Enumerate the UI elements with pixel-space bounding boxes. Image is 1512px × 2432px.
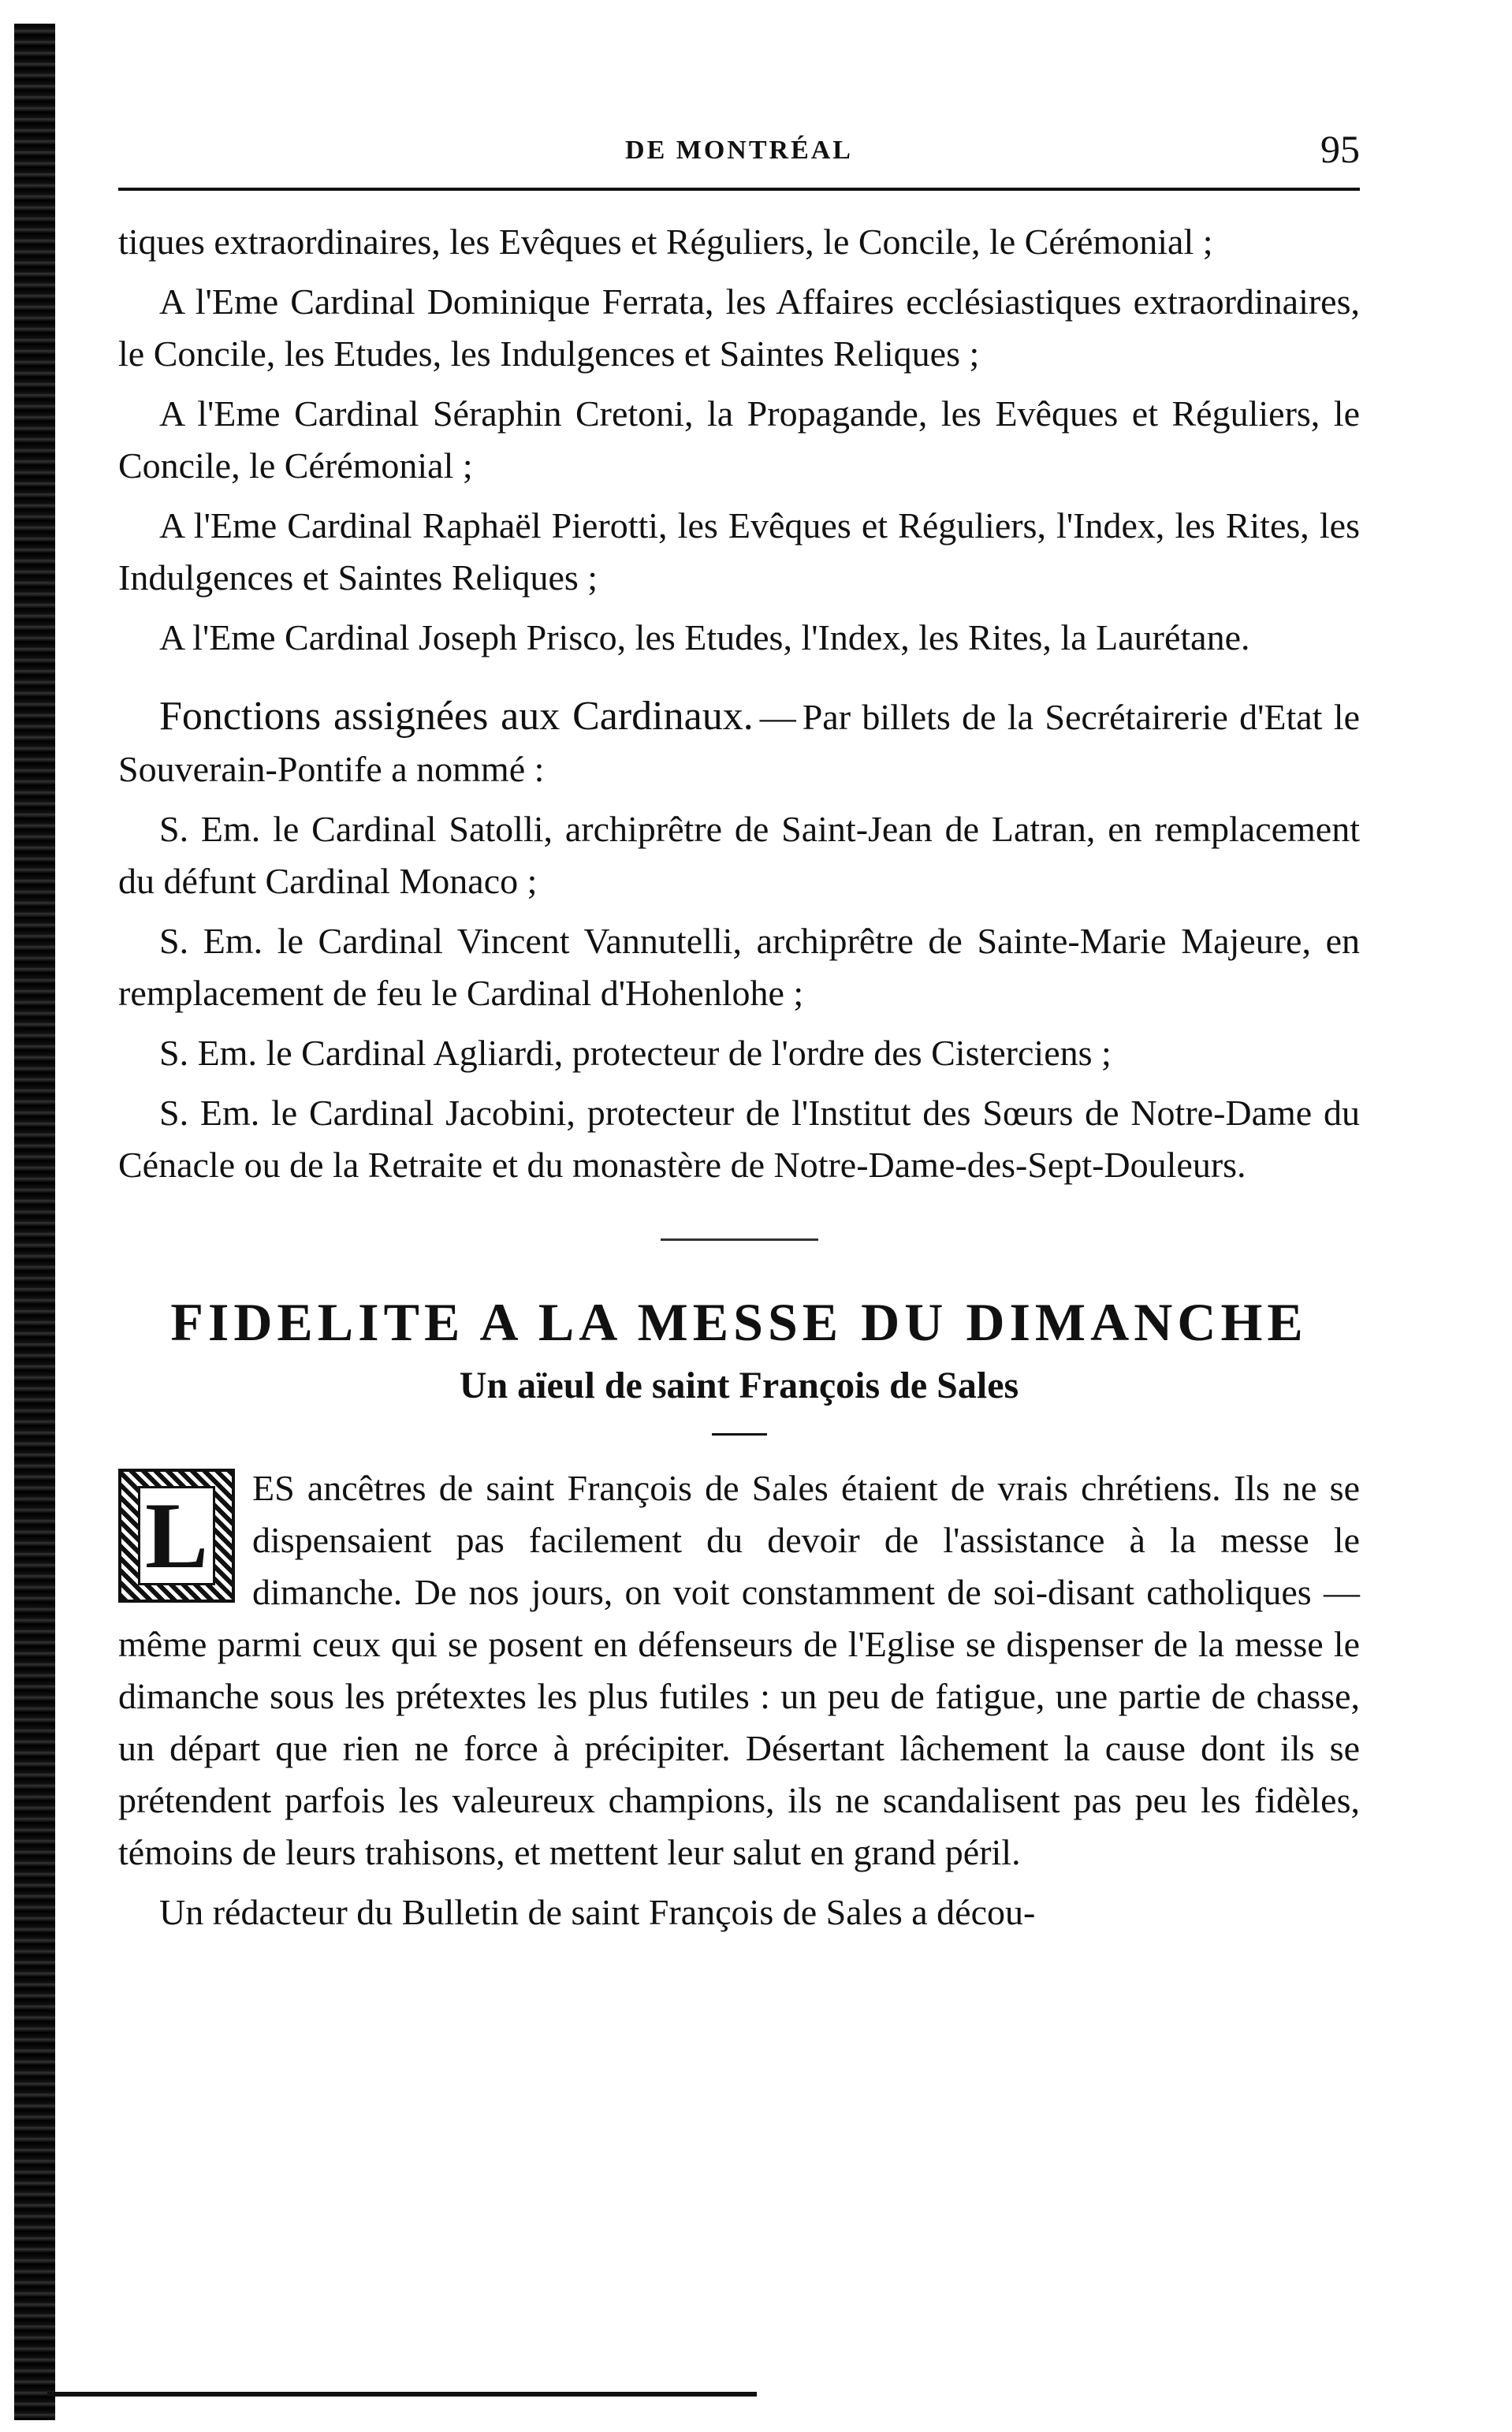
header-rule — [118, 188, 1360, 191]
page-number: 95 — [1320, 127, 1360, 171]
section-separator — [661, 1238, 818, 1241]
paragraph-cretoni: A l'Eme Cardinal Séraphin Cretoni, la Propagande, les Evêques et Réguliers, le Concile, le Cérémonial ; — [118, 393, 1360, 486]
page-bottom-edge — [47, 2392, 757, 2397]
page-header — [118, 126, 1360, 173]
page-content — [118, 126, 1360, 1946]
paragraph-jacobini: S. Em. le Cardinal Jacobini, protecteur de l'Institut des Sœurs de Notre-Dame du Cénacle ou de la Retraite et du monastère de Notre-Dame-des-Sept-Douleurs. — [118, 1093, 1360, 1185]
dropcap-ornament — [118, 1469, 235, 1603]
article-subtitle: Un aïeul de saint François de Sales — [459, 1365, 1019, 1406]
section-heading: Fonctions assignées aux Cardinaux. — [159, 694, 754, 739]
paragraph-continuation: tiques extraordinaires, les Evêques et Réguliers, le Concile, le Cérémonial ; — [118, 222, 1213, 262]
paragraph-pierotti: A l'Eme Cardinal Raphaël Pierotti, les Evêques et Réguliers, l'Index, les Rites, les Indulgences et Saintes Reliques ; — [118, 505, 1360, 598]
dropcap-letter: L — [138, 1486, 215, 1585]
title-rule — [712, 1433, 767, 1436]
paragraph-ferrata: A l'Eme Cardinal Dominique Ferrata, les Affaires ecclésiastiques extraordinaires, le Concile, les Etudes, les Indulgences et Saintes Reliques ; — [118, 281, 1360, 374]
section-intro: Par billets de la Secrétairerie d'Etat le Souverain-Pontife a nommé : — [118, 697, 1360, 789]
paragraph-agliardi: S. Em. le Cardinal Agliardi, protecteur de l'ordre des Cisterciens ; — [159, 1033, 1112, 1073]
paragraph-vannutelli: S. Em. le Cardinal Vincent Vannutelli, archiprêtre de Sainte-Marie Majeure, en remplacement de feu le Cardinal d'Hohenlohe ; — [118, 921, 1360, 1013]
article-title: FIDELITE A LA MESSE DU DIMANCHE — [170, 1292, 1308, 1352]
section-dash: — — [759, 697, 796, 737]
section-paragraph — [118, 691, 1360, 795]
running-title: DE MONTRÉAL — [625, 136, 853, 165]
paragraph-prisco: A l'Eme Cardinal Joseph Prisco, les Etudes, l'Index, les Rites, la Laurétane. — [159, 617, 1250, 657]
article-second-paragraph: Un rédacteur du Bulletin de saint François de Sales a décou- — [159, 1892, 1036, 1932]
paragraph-satolli: S. Em. le Cardinal Satolli, archiprêtre de Saint-Jean de Latran, en remplacement du défunt Cardinal Monaco ; — [118, 809, 1360, 901]
book-spine-shadow — [14, 24, 55, 2420]
article-first-paragraph: ES ancêtres de saint François de Sales étaient de vrais chrétiens. Ils ne se dispensaient pas facilement du devoir de l'assistance à la messe le dimanche. De nos jours, on voit constamment de soi-disant catholiques — même parmi ceux qui se posent en défenseurs de l'Eglise se dispenser de la messe le dimanche sous les prétextes les plus futiles : un peu de fatigue, une partie de chasse, un départ que rien ne force à précipiter. Désertant lâchement la cause dont ils se prétendent parfois les valeureux champions, ils ne scandalisent pas peu les fidèles, témoins de leurs trahisons, et mettent leur salut en grand péril. — [118, 1468, 1360, 1872]
